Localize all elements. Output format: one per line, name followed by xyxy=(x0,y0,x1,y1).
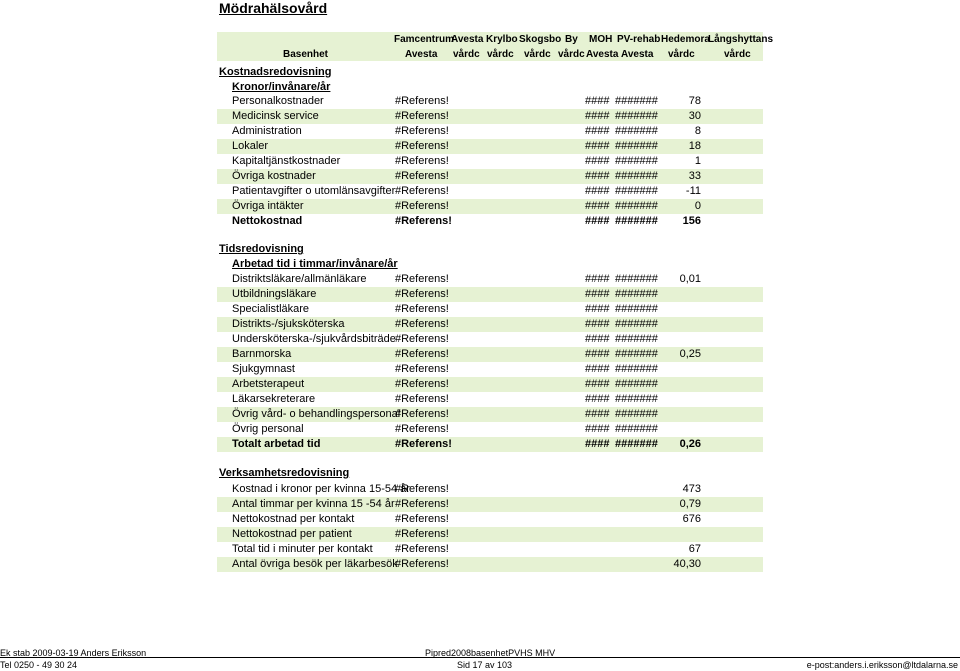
time-row xyxy=(217,272,763,287)
header-col-7-line1: Hedemora xyxy=(661,34,710,45)
row-hash-2: ####### xyxy=(615,200,658,212)
header-col-4-line2: vårdc xyxy=(524,49,551,60)
header-col-5-line1: MOH xyxy=(589,34,613,45)
row-hash-1: #### xyxy=(585,185,610,197)
row-ref: #Referens! xyxy=(395,543,449,555)
footer-phone: Tel 0250 - 49 30 24 xyxy=(0,660,78,670)
header-col-9-line2: vårdc xyxy=(724,49,751,60)
row-hash-2: ####### xyxy=(615,393,658,405)
activity-row xyxy=(217,542,763,557)
row-hash-1: #### xyxy=(585,348,610,360)
cost-section-subtitle: Kronor/invånare/år xyxy=(232,81,331,93)
row-label: Arbetsterapeut xyxy=(232,378,305,390)
row-hash-1: #### xyxy=(585,393,610,405)
row-ref: #Referens! xyxy=(395,170,449,182)
time-row xyxy=(217,377,763,392)
row-label: Läkarsekreterare xyxy=(232,393,316,405)
header-col-7-line2: Avesta xyxy=(621,49,654,60)
row-value: 676 xyxy=(682,513,701,525)
row-label: Nettokostnad xyxy=(232,215,303,227)
row-hash-1: #### xyxy=(585,273,610,285)
row-hash-1: #### xyxy=(585,363,610,375)
activity-row xyxy=(217,557,763,572)
header-col-5-line2: vårdc xyxy=(558,49,585,60)
row-ref: #Referens! xyxy=(395,318,449,330)
row-hash-1: #### xyxy=(585,438,610,450)
row-ref: #Referens! xyxy=(395,303,449,315)
row-ref: #Referens! xyxy=(395,110,449,122)
row-label: Antal övriga besök per läkarbesök xyxy=(232,558,398,570)
row-label: Kostnad i kronor per kvinna 15-54 år xyxy=(232,483,410,495)
time-row xyxy=(217,347,763,362)
row-ref: #Referens! xyxy=(395,333,449,345)
footer-author: Ek stab 2009-03-19 Anders Eriksson xyxy=(0,648,147,658)
row-value: 156 xyxy=(682,215,701,227)
row-ref: #Referens! xyxy=(395,95,449,107)
row-label: Specialistläkare xyxy=(232,303,310,315)
row-ref: #Referens! xyxy=(395,215,452,227)
row-ref: #Referens! xyxy=(395,393,449,405)
header-col-8-line1: Långshyttans xyxy=(708,34,774,45)
row-ref: #Referens! xyxy=(395,513,449,525)
row-ref: #Referens! xyxy=(395,558,449,570)
row-hash-1: #### xyxy=(585,215,610,227)
cost-row xyxy=(217,154,763,169)
row-ref: #Referens! xyxy=(395,348,449,360)
footer-email: e-post:anders.i.eriksson@ltdalarna.se xyxy=(806,660,958,670)
row-hash-2: ####### xyxy=(615,363,658,375)
row-hash-2: ####### xyxy=(615,273,658,285)
row-hash-2: ####### xyxy=(615,95,658,107)
cost-row xyxy=(217,139,763,154)
row-value: 0,25 xyxy=(679,348,701,360)
row-ref: #Referens! xyxy=(395,423,449,435)
time-row xyxy=(217,332,763,347)
row-hash-1: #### xyxy=(585,110,610,122)
header-col-6-line2: Avesta xyxy=(586,49,619,60)
row-label: Totalt arbetad tid xyxy=(232,438,321,450)
header-col-1-line2: Avesta xyxy=(405,49,438,60)
time-row xyxy=(217,287,763,302)
row-hash-1: #### xyxy=(585,378,610,390)
header-col-1-line1: Avesta xyxy=(451,34,484,45)
row-hash-2: ####### xyxy=(615,110,658,122)
cost-row xyxy=(217,124,763,139)
row-hash-1: #### xyxy=(585,333,610,345)
row-label: Lokaler xyxy=(232,140,269,152)
row-value: 0,26 xyxy=(679,438,701,450)
header-col-0-line2: Basenhet xyxy=(283,49,329,60)
row-ref: #Referens! xyxy=(395,408,449,420)
row-ref: #Referens! xyxy=(395,438,452,450)
row-ref: #Referens! xyxy=(395,288,449,300)
row-hash-2: ####### xyxy=(615,155,658,167)
row-value: 18 xyxy=(688,140,701,152)
time-row xyxy=(217,317,763,332)
row-hash-1: #### xyxy=(585,318,610,330)
cost-row xyxy=(217,109,763,124)
activity-section-title: Verksamhetsredovisning xyxy=(219,467,350,479)
row-label: Distrikts-/sjuksköterska xyxy=(232,318,345,330)
row-label: Medicinsk service xyxy=(232,110,319,122)
cost-row xyxy=(217,94,763,109)
page-title: Mödrahälsovård xyxy=(219,0,328,16)
cost-row xyxy=(217,199,763,214)
row-label: Total tid i minuter per kontakt xyxy=(232,543,373,555)
row-value: -11 xyxy=(685,185,701,197)
row-ref: #Referens! xyxy=(395,125,449,137)
row-hash-1: #### xyxy=(585,140,610,152)
header-col-4-line1: By xyxy=(565,34,578,45)
header-col-2-line2: vårdc xyxy=(453,49,480,60)
row-label: Övrig personal xyxy=(232,423,304,435)
row-ref: #Referens! xyxy=(395,140,449,152)
row-ref: #Referens! xyxy=(395,273,449,285)
header-col-8-line2: vårdc xyxy=(668,49,695,60)
row-value: 67 xyxy=(688,543,701,555)
row-hash-2: ####### xyxy=(615,378,658,390)
row-hash-2: ####### xyxy=(615,303,658,315)
row-label: Utbildningsläkare xyxy=(232,288,317,300)
time-row xyxy=(217,407,763,422)
row-hash-1: #### xyxy=(585,155,610,167)
time-row xyxy=(217,392,763,407)
row-value: 40,30 xyxy=(673,558,701,570)
row-value: 78 xyxy=(688,95,701,107)
row-label: Administration xyxy=(232,125,302,137)
cost-row xyxy=(217,214,763,229)
row-label: Nettokostnad per patient xyxy=(232,528,352,540)
footer-page: Sid 17 av 103 xyxy=(457,660,513,670)
row-label: Kapitaltjänstkostnader xyxy=(232,155,341,167)
row-hash-2: ####### xyxy=(615,333,658,345)
time-row xyxy=(217,362,763,377)
row-label: Antal timmar per kvinna 15 -54 år xyxy=(232,498,395,510)
time-section-title: Tidsredovisning xyxy=(219,243,304,255)
row-value: 0,01 xyxy=(679,273,701,285)
row-hash-1: #### xyxy=(585,423,610,435)
row-label: Övrig vård- o behandlingspersonal xyxy=(232,408,401,420)
header-col-6-line1: PV-rehab xyxy=(617,34,661,45)
row-hash-2: ####### xyxy=(615,125,658,137)
row-value: 33 xyxy=(688,170,701,182)
activity-row xyxy=(217,527,763,542)
row-hash-2: ####### xyxy=(615,140,658,152)
row-hash-1: #### xyxy=(585,408,610,420)
row-ref: #Referens! xyxy=(395,483,449,495)
activity-row xyxy=(217,512,763,527)
row-label: Nettokostnad per kontakt xyxy=(232,513,355,525)
row-hash-2: ####### xyxy=(615,288,658,300)
row-value: 8 xyxy=(694,125,701,137)
row-ref: #Referens! xyxy=(395,185,449,197)
row-value: 0,79 xyxy=(679,498,701,510)
row-label: Personalkostnader xyxy=(232,95,324,107)
time-section-subtitle: Arbetad tid i timmar/invånare/år xyxy=(232,258,398,270)
row-hash-2: ####### xyxy=(615,408,658,420)
row-ref: #Referens! xyxy=(395,528,449,540)
header-col-0-line1: Famcentrum xyxy=(394,34,455,45)
row-hash-2: ####### xyxy=(615,215,658,227)
time-row xyxy=(217,302,763,317)
row-value: 30 xyxy=(688,110,701,122)
row-label: Patientavgifter o utomlänsavgifter xyxy=(232,185,396,197)
row-hash-2: ####### xyxy=(615,170,658,182)
row-ref: #Referens! xyxy=(395,155,449,167)
row-label: Övriga intäkter xyxy=(232,200,304,212)
row-ref: #Referens! xyxy=(395,363,449,375)
row-value: 1 xyxy=(694,155,701,167)
header-col-3-line1: Skogsbo xyxy=(519,34,562,45)
time-row xyxy=(217,437,763,452)
row-value: 473 xyxy=(682,483,701,495)
row-hash-2: ####### xyxy=(615,348,658,360)
row-hash-1: #### xyxy=(585,288,610,300)
time-row xyxy=(217,422,763,437)
row-label: Distriktsläkare/allmänläkare xyxy=(232,273,367,285)
row-hash-2: ####### xyxy=(615,438,658,450)
row-ref: #Referens! xyxy=(395,378,449,390)
row-hash-1: #### xyxy=(585,125,610,137)
row-label: Övriga kostnader xyxy=(232,170,316,182)
row-hash-1: #### xyxy=(585,170,610,182)
row-label: Barnmorska xyxy=(232,348,292,360)
activity-row xyxy=(217,497,763,512)
header-col-2-line1: Krylbo xyxy=(486,34,518,45)
cost-section-title: Kostnadsredovisning xyxy=(219,66,332,78)
row-value: 0 xyxy=(694,200,701,212)
row-ref: #Referens! xyxy=(395,200,449,212)
row-hash-2: ####### xyxy=(615,423,658,435)
footer-filename: Pipred2008basenhetPVHS MHV xyxy=(425,648,556,658)
activity-row xyxy=(217,482,763,497)
row-hash-2: ####### xyxy=(615,185,658,197)
row-hash-1: #### xyxy=(585,200,610,212)
row-hash-2: ####### xyxy=(615,318,658,330)
row-label: Undersköterska-/sjukvårdsbiträde xyxy=(232,333,396,345)
cost-row xyxy=(217,169,763,184)
row-hash-1: #### xyxy=(585,303,610,315)
row-hash-1: #### xyxy=(585,95,610,107)
cost-row xyxy=(217,184,763,199)
row-ref: #Referens! xyxy=(395,498,449,510)
row-label: Sjukgymnast xyxy=(232,363,295,375)
header-col-3-line2: vårdc xyxy=(487,49,514,60)
